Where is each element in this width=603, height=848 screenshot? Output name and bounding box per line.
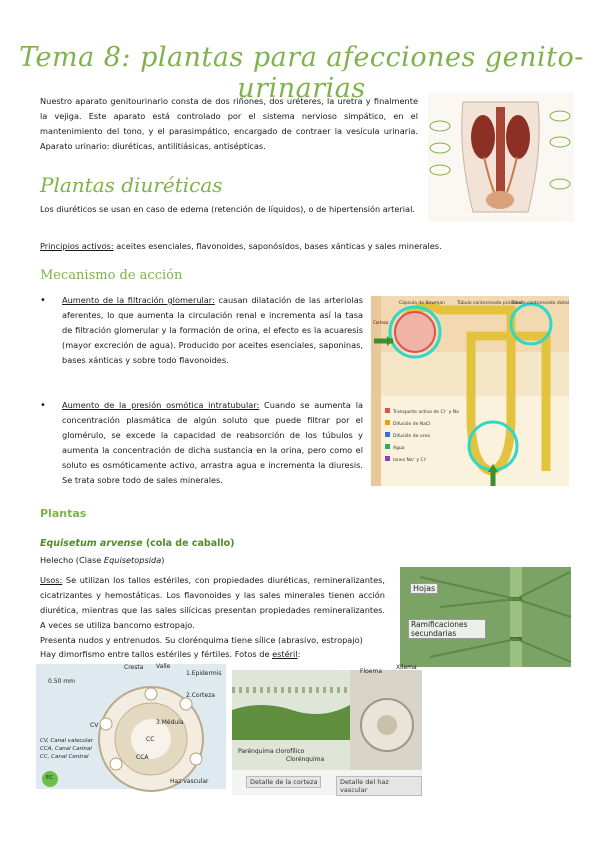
class-name: Equisetopsida bbox=[103, 555, 162, 565]
diureticos-paragraph: Los diuréticos se usan en caso de edema (retención de líquidos), o de hipertensión arterial. bbox=[40, 204, 415, 214]
section-heading-plantas: Plantas bbox=[40, 507, 87, 520]
dimorfismo-end: : bbox=[297, 649, 301, 659]
svg-text:Túbulo contorneado distal: Túbulo contorneado distal bbox=[511, 301, 570, 306]
svg-text:Transporte activo de Cl⁻ y Na: Transporte activo de Cl⁻ y Na bbox=[393, 410, 459, 415]
species-common: (cola de caballo) bbox=[142, 538, 235, 549]
ramificaciones-label: Ramificaciones secundarias bbox=[408, 619, 486, 639]
legend-cv: CV, Canal valecular bbox=[40, 738, 94, 744]
class-line-b: ) bbox=[161, 555, 165, 565]
valle-label: Valle bbox=[156, 663, 171, 670]
urinary-system-illustration bbox=[428, 92, 574, 222]
horsetail-photo bbox=[400, 567, 571, 667]
usos-text: Se utilizan los tallos estériles, con propiedades diuréticas, remineralizantes, cicatrizantes y hemostáticas. Los flavonoides y las sales minerales tienen acción diurética, mientras que las sales silícicas presentan propiedades remineralizantes. A veces se utiliza bancomo estropajo. bbox=[40, 575, 385, 630]
xilema-label: Xilema bbox=[396, 664, 417, 671]
bullet-icon: • bbox=[40, 400, 46, 411]
svg-text:Iones Na⁺ y Cl⁻: Iones Na⁺ y Cl⁻ bbox=[393, 458, 428, 463]
cv-label: CV bbox=[90, 722, 99, 729]
cc-label: CC bbox=[146, 736, 155, 743]
legend-cca: CCA, Canal Carinal bbox=[40, 746, 92, 752]
mechanism-item-2 bbox=[40, 398, 363, 488]
section-heading-diureticas: Plantas diuréticas bbox=[40, 173, 223, 197]
caption-haz: Detalle del haz vascular bbox=[336, 776, 422, 796]
mechanism-item-1 bbox=[40, 293, 363, 368]
epidermis-label: 1.Epidermis bbox=[186, 670, 222, 677]
haz-vascular-label: Haz vascular bbox=[170, 778, 209, 785]
floema-label: Floema bbox=[360, 668, 383, 675]
microscopy-images bbox=[232, 664, 422, 795]
legend-cc: CC, Canal Central bbox=[40, 754, 89, 760]
class-line-a: Helecho (Clase bbox=[40, 555, 104, 565]
principios-label: Principios activos: bbox=[40, 241, 114, 251]
usos-label: Usos: bbox=[40, 575, 63, 585]
mechanism-item-2-text: Cuando se aumenta la concentración plasmática de algún soluto que puede filtrar por el glomérulo, se excede la capacidad de reabsorción de los túbulos y aumenta la concentración de dicha sustancia en la orina, pero como el soluto es osmóticamente activo, arrastra agua e incrementa la diuresis. Se trata sobre todo de sales minerales. bbox=[62, 400, 363, 485]
ec-label: EC bbox=[46, 775, 54, 781]
cca-label: CCA bbox=[136, 754, 149, 761]
stem-cross-section bbox=[36, 664, 226, 789]
principios-activos-line bbox=[40, 239, 560, 254]
intro-paragraph: Nuestro aparato genitourinario consta de dos riñones, dos uréteres, la uretra y finalmente la vejiga. Este aparato está controlado por el sistema nervioso simpático, en el mantenimiento del tono, y el parasimpático, encargado de contraer la vesícula urinaria. Aparato urinario: diuréticas, antilitiásicas, antisépticas. bbox=[40, 96, 418, 151]
dimorfismo-text: Hay dimorfismo entre tallos estériles y fértiles. Fotos de bbox=[40, 649, 273, 659]
svg-text:Cápsula de Bowman: Cápsula de Bowman bbox=[399, 301, 445, 306]
clorenquima-label: Clorénquima bbox=[286, 756, 325, 763]
svg-text:Difusión de urea: Difusión de urea bbox=[393, 434, 430, 439]
bullet-icon: • bbox=[40, 295, 46, 306]
species-name: Equisetum arvense bbox=[40, 538, 143, 549]
svg-text:Túbulo contorneado proximal: Túbulo contorneado proximal bbox=[457, 301, 523, 306]
mechanism-item-1-label: Aumento de la filtración glomerular: bbox=[62, 295, 215, 305]
svg-text:Difusión de NaCl: Difusión de NaCl bbox=[393, 422, 431, 427]
principios-text: aceites esenciales, flavonoides, saponósidos, bases xánticas y sales minerales. bbox=[113, 241, 442, 251]
species-heading bbox=[40, 531, 234, 550]
medula-label: 3.Médula bbox=[156, 719, 184, 726]
scale-label: 0.50 mm bbox=[48, 678, 75, 685]
dimorfismo-line bbox=[40, 647, 400, 662]
class-line bbox=[40, 553, 380, 568]
caption-corteza: Detalle de la corteza bbox=[246, 776, 321, 788]
corteza-label: 2.Corteza bbox=[186, 692, 215, 699]
usos-paragraph bbox=[40, 573, 385, 633]
mechanism-item-2-label: Aumento de la presión osmótica intratubular: bbox=[62, 400, 260, 410]
section-heading-mecanismo: Mecanismo de acción bbox=[40, 268, 183, 283]
svg-text:Corteza: Corteza bbox=[373, 320, 389, 325]
parenquima-label: Parénquima clorofílico bbox=[238, 748, 305, 755]
nephron-diagram bbox=[371, 296, 569, 486]
hojas-label: Hojas bbox=[410, 583, 438, 594]
esteril-link[interactable]: estéril bbox=[272, 649, 298, 659]
mechanism-item-1-text: causan dilatación de las arteriolas aferentes, lo que aumenta la circulación renal e incrementa así la tasa de filtración glomerular y la formación de orina, el efecto es la acuaresis (mayor excreción de agua). Producido por aceites esenciales, saponinas, bases xánticas y sobre todo flavonoides. bbox=[62, 295, 363, 365]
nudos-line: Presenta nudos y entrenudos. Su clorénquima tiene sílice (abrasivo, estropajo) bbox=[40, 635, 363, 645]
svg-text:Agua: Agua bbox=[393, 446, 405, 451]
page-title: Tema 8: plantas para afecciones genito-urinarias bbox=[19, 42, 584, 104]
cresta-label: Cresta bbox=[124, 664, 144, 671]
